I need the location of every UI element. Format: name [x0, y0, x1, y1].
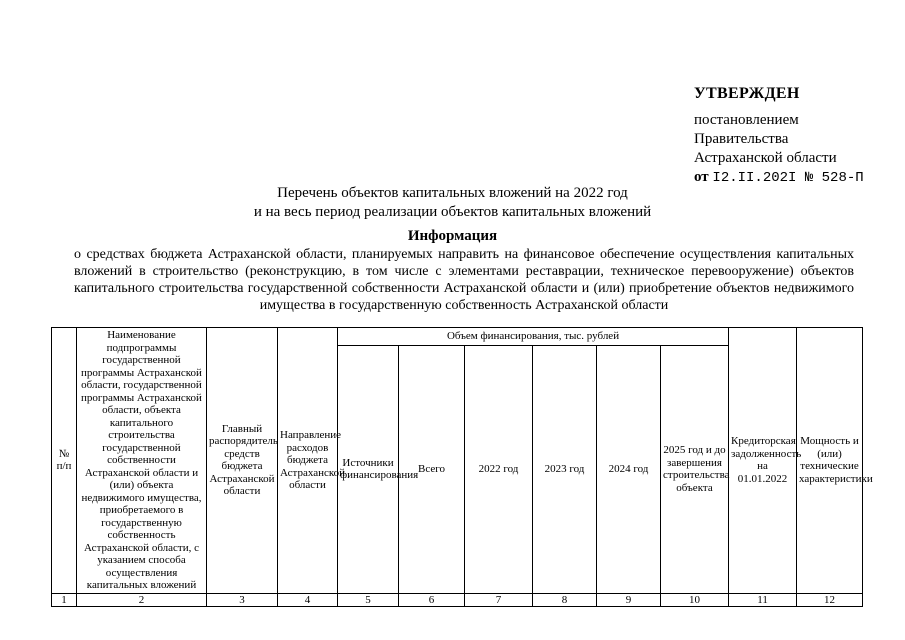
column-number: 5 — [338, 593, 399, 607]
document-title — [0, 184, 905, 222]
approval-block — [694, 84, 864, 188]
header-col-2023: 2023 год — [533, 346, 597, 593]
column-number: 11 — [729, 593, 797, 607]
column-number: 10 — [661, 593, 729, 607]
column-number: 4 — [278, 593, 338, 607]
column-number: 6 — [399, 593, 465, 607]
header-row-1 — [52, 328, 863, 346]
info-description: о средствах бюджета Астраханской области, планируемых направить на финансовое обеспечение осуществления капитальных вложений в строительство (реконструкцию, в том числе с элементами реставрации, техническое перевооружение) объектов капитального строительства государственной собственности Астраханской области и (или) приобретение объектов недвижимого имущества в государственную собственность Астраханской области — [74, 247, 854, 313]
header-col-2025: 2025 год и до завершения строительства объекта — [661, 346, 729, 593]
header-col-debt: Кредиторская задолженность на 01.01.2022 — [729, 328, 797, 594]
header-col-2022: 2022 год — [465, 346, 533, 593]
header-col-direction: Направление расходов бюджета Астраханской области — [278, 328, 338, 594]
column-number: 7 — [465, 593, 533, 607]
info-heading: Информация — [407, 228, 498, 244]
capital-investment-table — [51, 327, 873, 607]
column-number: 1 — [52, 593, 77, 607]
header-col-sources: Источники финансирования — [338, 346, 399, 593]
column-number: 12 — [797, 593, 863, 607]
title-line-1: Перечень объектов капитальных вложений на 2022 год — [277, 185, 628, 201]
header-col-2024: 2024 год — [597, 346, 661, 593]
approval-heading: УТВЕРЖДЕН — [694, 85, 800, 102]
approval-line-1: постановлением — [694, 112, 799, 128]
column-number: 9 — [597, 593, 661, 607]
approval-date-value: I2.II.202I № 528-П — [712, 170, 864, 186]
approval-line-3: Астраханской области — [694, 150, 837, 166]
header-col-manager: Главный распорядитель средств бюджета Астраханской области — [207, 328, 278, 594]
header-group-financing: Объем финансирования, тыс. рублей — [338, 328, 729, 346]
column-number: 8 — [533, 593, 597, 607]
title-line-2: и на весь период реализации объектов капитальных вложений — [253, 204, 652, 220]
approval-line-2: Правительства — [694, 131, 789, 147]
column-number-row — [52, 593, 863, 607]
approval-date-prefix: от — [694, 169, 709, 185]
column-number: 2 — [77, 593, 207, 607]
header-col-name: Наименование подпрограммы государственной программы Астраханской области, государственной программы Астраханской области, объекта капитального строительства государственной собственности Астраханской области и (или) объекта недвижимого имущества, приобретаемого в государственную собственность Астраханской области, с указанием способа осуществления капитальных вложений — [77, 328, 207, 594]
column-number: 3 — [207, 593, 278, 607]
header-col-total: Всего — [399, 346, 465, 593]
header-col-no: № п/п — [52, 328, 77, 594]
header-col-capacity: Мощность и (или) технические характеристики — [797, 328, 863, 594]
